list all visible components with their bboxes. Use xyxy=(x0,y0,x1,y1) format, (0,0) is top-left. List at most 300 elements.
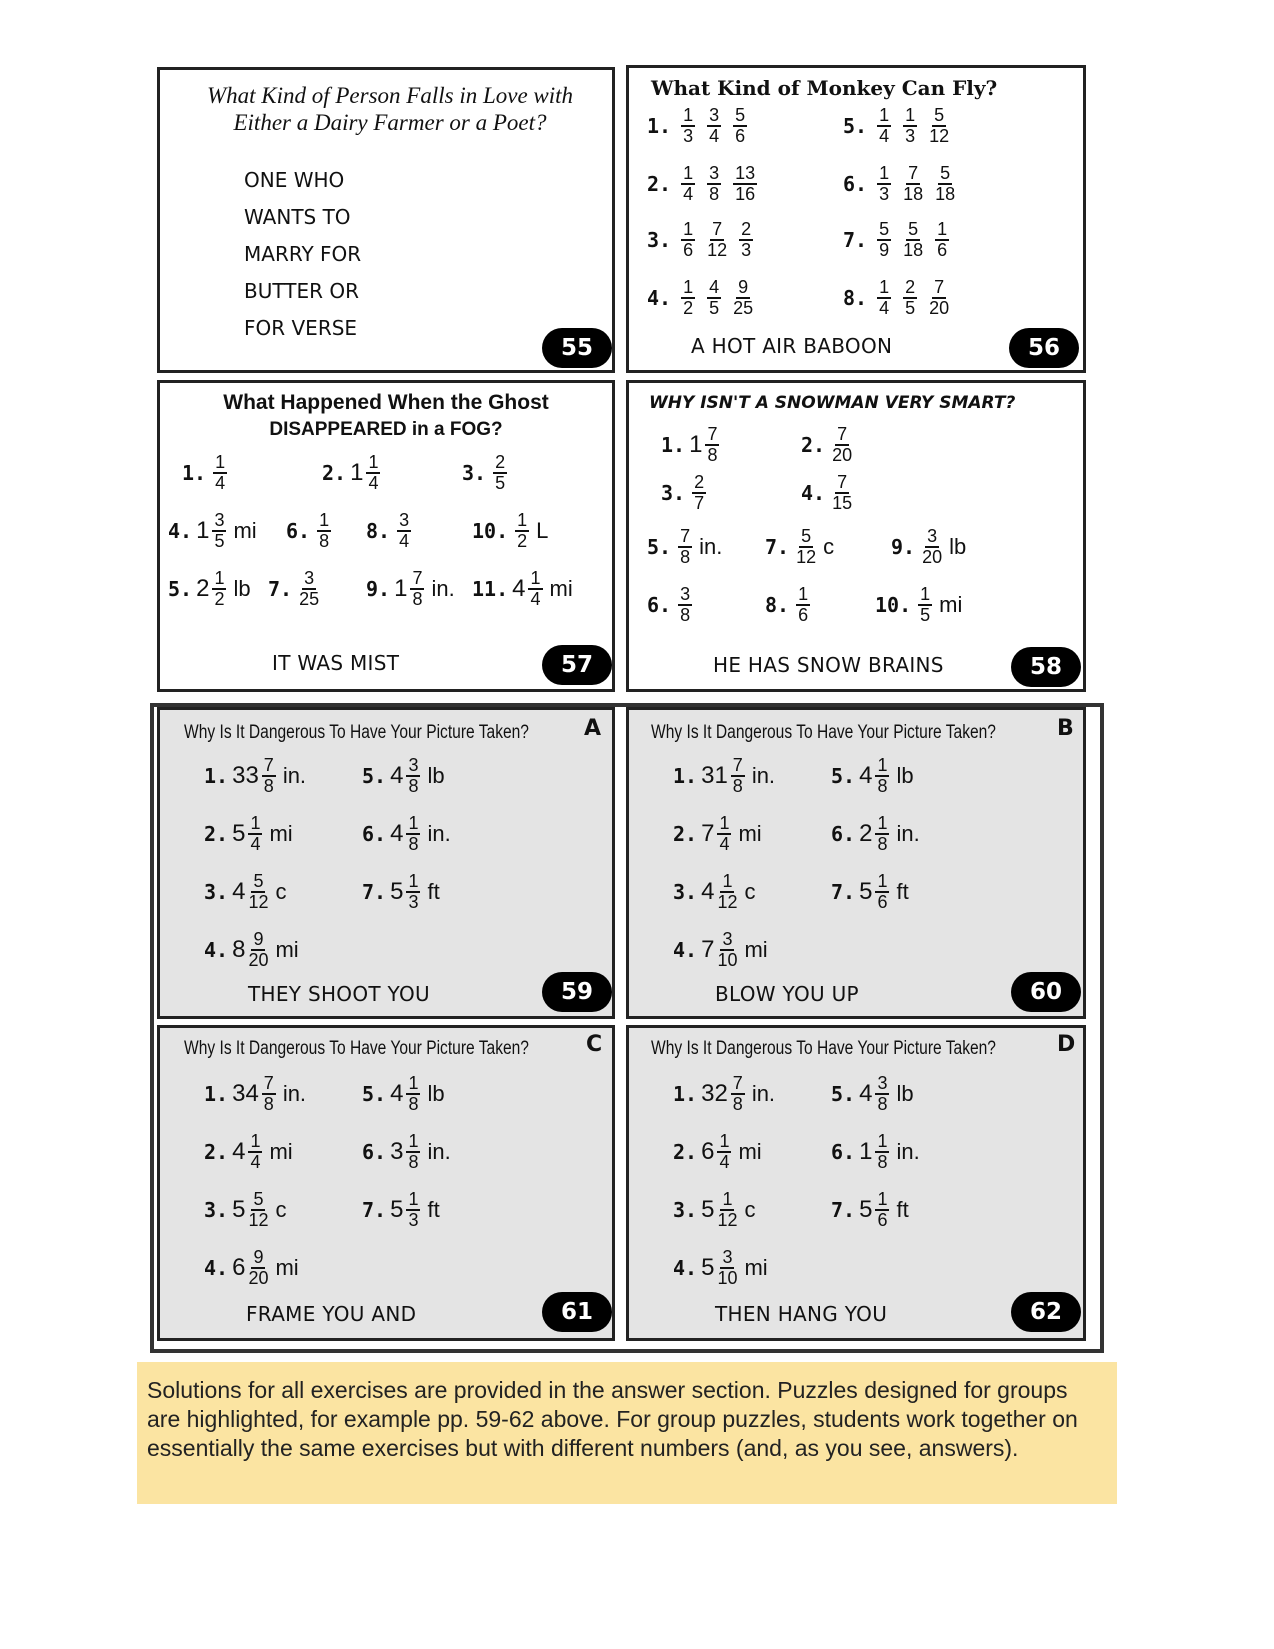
numerator: 5 xyxy=(801,526,812,546)
exercise-item xyxy=(875,585,962,625)
exercise-number: 5. xyxy=(831,1082,856,1106)
numerator: 1 xyxy=(905,105,916,125)
numerator: 3 xyxy=(709,105,720,125)
exercise-item xyxy=(891,527,966,567)
exercise-number: 4. xyxy=(204,938,229,962)
numerator: 5 xyxy=(908,219,919,239)
fraction xyxy=(248,1190,268,1230)
card-title: Why Is It Dangerous To Have Your Picture Taken? xyxy=(184,1038,529,1059)
exercise-number: 4. xyxy=(673,1256,698,1280)
fraction xyxy=(406,1074,420,1114)
exercise-number: 2. xyxy=(673,1140,698,1164)
numerator: 7 xyxy=(837,472,848,492)
numerator: 7 xyxy=(412,568,423,588)
unit: mi xyxy=(744,1255,768,1280)
unit: mi xyxy=(269,821,293,846)
exercise-number: 6. xyxy=(843,172,868,196)
exercise-item xyxy=(462,453,510,493)
whole-number: 4 xyxy=(512,575,526,602)
fraction xyxy=(832,425,852,465)
fraction xyxy=(903,220,923,260)
exercise-number: 2. xyxy=(204,822,229,846)
answer-text: A HOT AIR BABOON xyxy=(691,334,893,358)
numerator: 3 xyxy=(214,510,225,530)
exercise-item xyxy=(362,872,440,912)
denominator: 3 xyxy=(408,892,419,912)
numerator: 1 xyxy=(722,871,733,891)
exercise-item xyxy=(204,872,286,912)
exercise-number: 7. xyxy=(843,228,868,252)
numerator: 1 xyxy=(879,277,890,297)
numerator: 1 xyxy=(408,1073,419,1093)
numerator: 1 xyxy=(877,871,888,891)
denominator: 10 xyxy=(717,1268,738,1288)
fraction xyxy=(681,164,695,204)
exercise-item xyxy=(673,1248,768,1288)
whole-number: 8 xyxy=(232,936,246,963)
numerator: 3 xyxy=(709,163,720,183)
exercise-item xyxy=(647,164,763,204)
exercise-item xyxy=(182,453,230,493)
denominator: 5 xyxy=(920,605,931,625)
numerator: 2 xyxy=(741,219,752,239)
denominator: 7 xyxy=(694,493,705,513)
whole-number: 4 xyxy=(232,878,246,905)
denominator: 8 xyxy=(319,531,330,551)
whole-number: 4 xyxy=(390,1080,404,1107)
exercise-number: 3. xyxy=(661,481,686,505)
exercise-number: 6. xyxy=(647,593,672,617)
exercise-item xyxy=(831,872,909,912)
fraction xyxy=(528,569,542,609)
unit: in. xyxy=(427,1139,451,1164)
answer-text: THEY SHOOT YOU xyxy=(248,982,430,1006)
denominator: 2 xyxy=(214,589,225,609)
fraction xyxy=(903,278,917,318)
numerator: 1 xyxy=(683,163,694,183)
fraction xyxy=(705,425,719,465)
numerator: 3 xyxy=(722,1247,733,1267)
exercise-item xyxy=(673,756,775,796)
numerator: 3 xyxy=(408,755,419,775)
denominator: 4 xyxy=(368,473,379,493)
numerator: 1 xyxy=(683,219,694,239)
numerator: 1 xyxy=(368,452,379,472)
exercise-number: 1. xyxy=(647,114,672,138)
denominator: 12 xyxy=(717,1210,738,1230)
exercise-item xyxy=(673,930,768,970)
fraction xyxy=(877,164,891,204)
unit: lb xyxy=(427,1081,445,1106)
unit: c xyxy=(275,1197,287,1222)
fraction xyxy=(875,1190,889,1230)
exercise-item xyxy=(204,756,306,796)
denominator: 3 xyxy=(879,184,890,204)
exercise-number: 7. xyxy=(765,535,790,559)
denominator: 20 xyxy=(832,445,853,465)
exercise-number: 6. xyxy=(831,1140,856,1164)
denominator: 4 xyxy=(250,1152,261,1172)
denominator: 8 xyxy=(709,184,720,204)
fraction xyxy=(922,527,942,567)
numerator: 1 xyxy=(517,510,528,530)
denominator: 3 xyxy=(905,126,916,146)
exercise-number: 9. xyxy=(366,577,391,601)
numerator: 7 xyxy=(837,424,848,444)
numerator: 5 xyxy=(940,163,951,183)
numerator: 3 xyxy=(680,584,691,604)
whole-number: 5 xyxy=(701,1254,715,1281)
whole-number: 4 xyxy=(390,762,404,789)
denominator: 4 xyxy=(399,531,410,551)
denominator: 8 xyxy=(263,1094,274,1114)
unit: in. xyxy=(282,1081,307,1106)
exercise-number: 7. xyxy=(268,577,293,601)
exercise-item xyxy=(673,1074,775,1114)
fraction xyxy=(918,585,932,625)
puzzle-card-58 xyxy=(626,380,1086,692)
exercise-item xyxy=(843,106,955,146)
denominator: 12 xyxy=(707,240,728,260)
fraction xyxy=(731,1074,745,1114)
numerator: 1 xyxy=(879,163,890,183)
numerator: 1 xyxy=(877,813,888,833)
group-letter: D xyxy=(1057,1032,1076,1057)
exercise-item xyxy=(801,425,855,465)
fraction xyxy=(262,756,276,796)
denominator: 3 xyxy=(683,126,694,146)
answer-text: HE HAS SNOW BRAINS xyxy=(713,653,944,677)
whole-number: 4 xyxy=(232,1138,246,1165)
whole-number: 33 xyxy=(232,762,259,789)
numerator: 3 xyxy=(304,568,315,588)
denominator: 2 xyxy=(683,298,694,318)
puzzle-card-56 xyxy=(626,65,1086,373)
denominator: 12 xyxy=(248,1210,269,1230)
numerator: 1 xyxy=(798,584,809,604)
numerator: 9 xyxy=(253,929,264,949)
unit: mi xyxy=(738,1139,762,1164)
fraction xyxy=(796,527,816,567)
numerator: 1 xyxy=(530,568,541,588)
denominator: 4 xyxy=(530,589,541,609)
fraction xyxy=(717,1190,737,1230)
numerator: 5 xyxy=(253,871,264,891)
highlight-note: Solutions for all exercises are provided in the answer section. Puzzles designed for groups are highlighted, for example pp. 59-62 above. For group puzzles, students work together on essentially the same exercises but with different numbers (and, as you see, answers). xyxy=(137,1362,1117,1504)
exercise-item xyxy=(647,220,759,260)
exercise-number: 1. xyxy=(661,433,686,457)
unit: mi xyxy=(744,937,768,962)
unit: in. xyxy=(431,576,455,601)
exercise-item xyxy=(322,453,383,493)
denominator: 6 xyxy=(798,605,809,625)
exercise-item xyxy=(673,1132,762,1172)
unit: lb xyxy=(949,534,967,559)
exercise-item xyxy=(831,1074,914,1114)
whole-number: 5 xyxy=(390,878,404,905)
unit: mi xyxy=(275,1255,299,1280)
denominator: 20 xyxy=(929,298,950,318)
exercise-item xyxy=(168,569,251,609)
unit: in. xyxy=(699,534,723,559)
numerator: 1 xyxy=(215,452,226,472)
denominator: 12 xyxy=(929,126,950,146)
whole-number: 5 xyxy=(232,820,246,847)
exercise-item xyxy=(801,473,855,513)
exercise-item xyxy=(661,473,709,513)
denominator: 6 xyxy=(683,240,694,260)
numerator: 1 xyxy=(877,1131,888,1151)
numerator: 7 xyxy=(707,424,718,444)
whole-number: 1 xyxy=(394,575,408,602)
exercise-number: 3. xyxy=(462,461,487,485)
fraction xyxy=(678,585,692,625)
card-title: Why Is It Dangerous To Have Your Picture Taken? xyxy=(651,1038,996,1059)
whole-number: 32 xyxy=(701,1080,728,1107)
numerator: 13 xyxy=(735,163,756,183)
exercise-number: 6. xyxy=(286,519,311,543)
exercise-number: 1. xyxy=(182,461,207,485)
denominator: 8 xyxy=(680,605,691,625)
fraction xyxy=(410,569,424,609)
page-number-badge: 60 xyxy=(1011,972,1081,1012)
exercise-item xyxy=(362,1074,445,1114)
fraction xyxy=(406,1190,420,1230)
fraction xyxy=(248,872,268,912)
numerator: 9 xyxy=(253,1247,264,1267)
exercise-item xyxy=(204,930,299,970)
unit: in. xyxy=(427,821,451,846)
page-number-badge: 56 xyxy=(1009,328,1079,368)
denominator: 8 xyxy=(412,589,423,609)
unit: mi xyxy=(269,1139,293,1164)
denominator: 8 xyxy=(877,1152,888,1172)
exercise-number: 7. xyxy=(831,880,856,904)
denominator: 4 xyxy=(719,1152,730,1172)
fraction xyxy=(733,278,753,318)
numerator: 3 xyxy=(399,510,410,530)
numerator: 1 xyxy=(937,219,948,239)
numerator: 1 xyxy=(408,1189,419,1209)
denominator: 5 xyxy=(495,473,506,493)
fraction xyxy=(796,585,810,625)
page-number-badge: 61 xyxy=(542,1292,612,1332)
exercise-number: 2. xyxy=(801,433,826,457)
page-number-badge: 62 xyxy=(1011,1292,1081,1332)
fraction xyxy=(717,1132,731,1172)
card-title: What Happened When the Ghost DISAPPEARED in a FOG? xyxy=(223,391,549,440)
denominator: 6 xyxy=(877,1210,888,1230)
answer-text: FRAME YOU AND xyxy=(246,1302,417,1326)
unit: in. xyxy=(751,1081,776,1106)
unit: lb xyxy=(896,1081,914,1106)
whole-number: 7 xyxy=(701,936,715,963)
exercise-item xyxy=(366,511,414,551)
denominator: 20 xyxy=(248,950,269,970)
numerator: 1 xyxy=(408,871,419,891)
fraction xyxy=(717,1248,737,1288)
fraction xyxy=(406,872,420,912)
numerator: 3 xyxy=(877,1073,888,1093)
exercise-item xyxy=(204,1248,299,1288)
fraction xyxy=(935,164,955,204)
page-number-badge: 59 xyxy=(542,972,612,1012)
fraction xyxy=(903,106,917,146)
unit: in. xyxy=(896,821,920,846)
fraction xyxy=(929,278,949,318)
exercise-item xyxy=(765,585,813,625)
fraction xyxy=(681,220,695,260)
exercise-item xyxy=(831,1132,920,1172)
denominator: 4 xyxy=(215,473,226,493)
exercise-number: 3. xyxy=(673,880,698,904)
denominator: 8 xyxy=(732,1094,743,1114)
fraction xyxy=(717,930,737,970)
exercise-number: 4. xyxy=(801,481,826,505)
exercise-number: 5. xyxy=(362,1082,387,1106)
card-title: Why Is It Dangerous To Have Your Picture Taken? xyxy=(651,722,996,743)
fraction xyxy=(212,511,226,551)
numerator: 1 xyxy=(722,1189,733,1209)
fraction xyxy=(678,527,692,567)
exercise-number: 6. xyxy=(831,822,856,846)
fraction xyxy=(739,220,753,260)
exercise-item xyxy=(831,1190,909,1230)
exercise-item xyxy=(204,814,293,854)
denominator: 12 xyxy=(796,547,817,567)
exercise-number: 2. xyxy=(673,822,698,846)
unit: c xyxy=(744,879,756,904)
whole-number: 6 xyxy=(701,1138,715,1165)
denominator: 8 xyxy=(877,834,888,854)
numerator: 5 xyxy=(735,105,746,125)
card-title: What Kind of Person Falls in Love with Either a Dairy Farmer or a Poet? xyxy=(206,83,574,135)
denominator: 6 xyxy=(877,892,888,912)
whole-number: 5 xyxy=(390,1196,404,1223)
unit: mi xyxy=(549,576,573,601)
exercise-item xyxy=(472,511,548,551)
group-letter: C xyxy=(586,1032,603,1057)
exercise-number: 11. xyxy=(472,577,509,601)
fraction xyxy=(406,756,420,796)
numerator: 1 xyxy=(214,568,225,588)
denominator: 4 xyxy=(719,834,730,854)
fraction xyxy=(299,569,319,609)
exercise-item xyxy=(765,527,834,567)
numerator: 3 xyxy=(927,526,938,546)
denominator: 15 xyxy=(832,493,853,513)
denominator: 20 xyxy=(922,547,943,567)
unit: lb xyxy=(427,763,445,788)
numerator: 7 xyxy=(934,277,945,297)
whole-number: 34 xyxy=(232,1080,259,1107)
numerator: 9 xyxy=(738,277,749,297)
whole-number: 1 xyxy=(689,431,703,458)
numerator: 1 xyxy=(408,813,419,833)
whole-number: 5 xyxy=(232,1196,246,1223)
answer-text: ONE WHO WANTS TO MARRY FOR BUTTER OR FOR VERSE xyxy=(244,168,362,340)
denominator: 8 xyxy=(707,445,718,465)
denominator: 9 xyxy=(879,240,890,260)
numerator: 2 xyxy=(905,277,916,297)
fraction xyxy=(317,511,331,551)
numerator: 4 xyxy=(709,277,720,297)
fraction xyxy=(877,220,891,260)
fraction xyxy=(366,453,380,493)
fraction xyxy=(832,473,852,513)
denominator: 8 xyxy=(408,776,419,796)
unit: ft xyxy=(427,1197,440,1222)
exercise-number: 1. xyxy=(673,1082,698,1106)
numerator: 7 xyxy=(712,219,723,239)
exercise-number: 5. xyxy=(831,764,856,788)
numerator: 1 xyxy=(408,1131,419,1151)
numerator: 1 xyxy=(719,813,730,833)
card-title: WHY ISN'T A SNOWMAN VERY SMART? xyxy=(649,393,1016,413)
exercise-number: 10. xyxy=(875,593,912,617)
numerator: 1 xyxy=(250,1131,261,1151)
numerator: 3 xyxy=(722,929,733,949)
exercise-item xyxy=(673,814,762,854)
exercise-item xyxy=(831,814,920,854)
fraction xyxy=(717,872,737,912)
denominator: 2 xyxy=(517,531,528,551)
fraction xyxy=(877,278,891,318)
denominator: 8 xyxy=(263,776,274,796)
page-number-badge: 57 xyxy=(542,645,612,685)
numerator: 1 xyxy=(683,105,694,125)
unit: c xyxy=(823,534,835,559)
fraction xyxy=(707,278,721,318)
exercise-item xyxy=(286,511,334,551)
exercise-number: 7. xyxy=(362,880,387,904)
exercise-number: 1. xyxy=(204,764,229,788)
fraction xyxy=(692,473,706,513)
puzzle-card-60 xyxy=(626,707,1086,1019)
denominator: 4 xyxy=(250,834,261,854)
fraction xyxy=(248,930,268,970)
unit: ft xyxy=(427,879,440,904)
exercise-number: 10. xyxy=(472,519,509,543)
numerator: 7 xyxy=(263,755,274,775)
group-letter: B xyxy=(1057,716,1074,741)
whole-number: 31 xyxy=(701,762,728,789)
whole-number: 4 xyxy=(390,820,404,847)
denominator: 18 xyxy=(903,240,924,260)
exercise-number: 3. xyxy=(204,880,229,904)
puzzle-card-59 xyxy=(157,707,615,1019)
fraction xyxy=(935,220,949,260)
exercise-item xyxy=(647,278,759,318)
unit: mi xyxy=(275,937,299,962)
exercise-item xyxy=(843,220,955,260)
exercise-number: 2. xyxy=(647,172,672,196)
denominator: 8 xyxy=(877,1094,888,1114)
numerator: 7 xyxy=(263,1073,274,1093)
unit: in. xyxy=(896,1139,920,1164)
exercise-item xyxy=(843,278,955,318)
fraction xyxy=(877,106,891,146)
fraction xyxy=(681,106,695,146)
denominator: 25 xyxy=(733,298,754,318)
exercise-number: 2. xyxy=(322,461,347,485)
denominator: 5 xyxy=(905,298,916,318)
numerator: 1 xyxy=(920,584,931,604)
numerator: 2 xyxy=(495,452,506,472)
fraction xyxy=(397,511,411,551)
denominator: 16 xyxy=(735,184,756,204)
whole-number: 5 xyxy=(701,1196,715,1223)
